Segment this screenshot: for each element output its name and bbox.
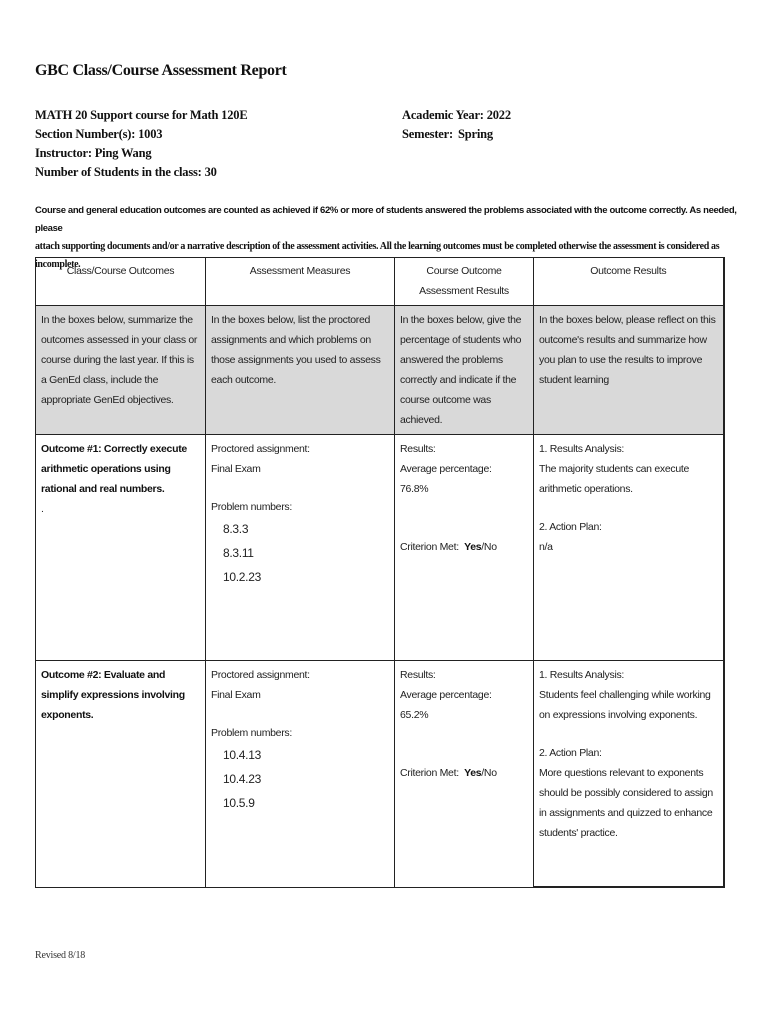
instruction-outcomes: In the boxes below, summarize the outcomes assessed in your class or course during the last year. If this is a GenEd class, include the appropriate GenEd objectives. [36,306,206,435]
semester [402,125,511,144]
academic-year: Academic Year: 2022 [402,108,511,122]
problem-number: 8.3.11 [223,546,254,560]
problems-label: Problem numbers: [211,727,292,739]
average-label: Average percentage: [400,689,492,701]
plan-text: More questions relevant to exponents should be possibly considered to assign in assignments and quizzed to enhance students' practice. [539,767,713,839]
outcome-cell [36,661,206,888]
note-line-2: attach supporting documents and/or a narrative description of the assessment activities. All the learning outcomes must be completed otherwise the assessment is considered as incomplete. [35,241,720,270]
outcome-extra: . [41,503,44,515]
plan-text: n/a [539,541,553,553]
average-value: 76.8% [400,483,429,495]
header-measures: Assessment Measures [206,258,395,306]
measures-cell [206,435,395,661]
outcome-text: Outcome #2: Evaluate and simplify expressions involving exponents. [41,669,185,721]
problems-label: Problem numbers: [211,501,292,513]
semester-label: Semester: [402,127,453,141]
table-row [36,435,724,661]
header-outcomes: Class/Course Outcomes [36,258,206,306]
analysis-label: 1. Results Analysis: [539,669,625,681]
instruction-outcome-results: In the boxes below, please reflect on this outcome's results and summarize how you plan to use the results to improve student learning [534,306,724,435]
results-cell [395,435,534,661]
note-line-1: Course and general education outcomes are counted as achieved if 62% or more of students answered the problems associated with the outcome correctly. As needed, please [35,205,737,234]
criterion-label: Criterion Met: [400,767,459,779]
plan-label: 2. Action Plan: [539,747,602,759]
criterion-label: Criterion Met: [400,541,459,553]
problem-number: 8.3.3 [223,522,249,536]
report-title: GBC Class/Course Assessment Report [35,62,287,79]
section-number: Section Number(s): 1003 [35,127,163,141]
criterion-met [400,763,528,783]
measure-label: Proctored assignment: [211,443,310,455]
problem-number: 10.5.9 [223,796,255,810]
problem-number: 10.4.13 [223,748,261,762]
criterion-no: /No [481,767,497,779]
analysis-label: 1. Results Analysis: [539,443,625,455]
instruction-row [36,306,724,435]
student-count: Number of Students in the class: 30 [35,165,217,179]
outcome-cell [36,435,206,661]
assessment-table [35,257,725,888]
course-info [35,106,247,182]
term-info [402,106,511,144]
header-outcome-results: Outcome Results [534,258,724,306]
problem-number: 10.4.23 [223,772,261,786]
outcome-results-cell [534,435,724,661]
average-value: 65.2% [400,709,429,721]
criterion-met [400,537,528,557]
instruction-measures: In the boxes below, list the proctored assignments and which problems on those assignments you used to assess each outcome. [206,306,395,435]
table-header-row [36,258,724,306]
measure-label: Proctored assignment: [211,669,310,681]
outcome-results-cell [534,661,724,888]
semester-value: Spring [458,127,493,141]
header-results: Course Outcome Assessment Results [395,258,534,306]
plan-label: 2. Action Plan: [539,521,602,533]
criterion-no: /No [481,541,497,553]
revision-footer: Revised 8/18 [35,950,86,961]
criterion-yes: Yes [464,541,482,553]
results-label: Results: [400,443,436,455]
instruction-results: In the boxes below, give the percentage of students who answered the problems correctly and indicate if the course outcome was achieved. [395,306,534,435]
analysis-text: Students feel challenging while working on expressions involving exponents. [539,689,711,721]
average-label: Average percentage: [400,463,492,475]
table-row [36,661,724,888]
criterion-yes: Yes [464,767,482,779]
problem-number: 10.2.23 [223,570,261,584]
analysis-text: The majority students can execute arithmetic operations. [539,463,690,495]
measures-cell [206,661,395,888]
results-cell [395,661,534,888]
instructor: Instructor: Ping Wang [35,146,152,160]
results-label: Results: [400,669,436,681]
outcome-text: Outcome #1: Correctly execute arithmetic operations using rational and real numbers. [41,443,187,495]
course-name: MATH 20 Support course for Math 120E [35,108,248,122]
measure-value: Final Exam [211,689,261,701]
measure-value: Final Exam [211,463,261,475]
